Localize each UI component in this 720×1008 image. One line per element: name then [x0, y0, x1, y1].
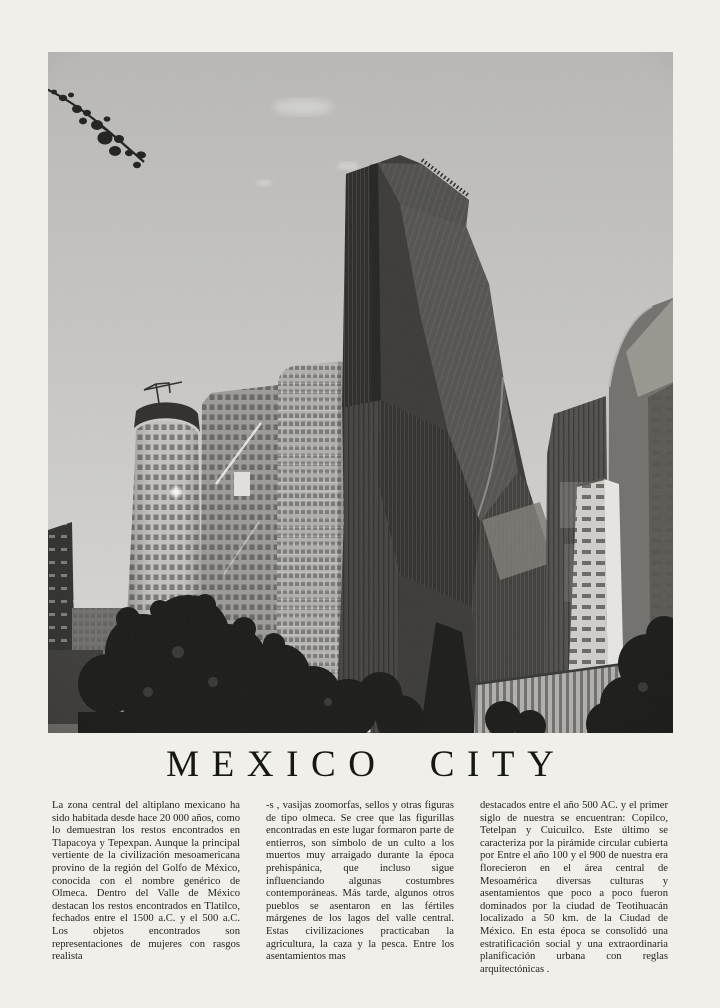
city-photo-svg: [48, 52, 673, 733]
article-column-2: -s , vasijas zoomorfas, sellos y otras figuras de tipo olmeca. Se cree que las figurillas encontradas en este lugar formaron parte de entierros, son símbolo de un culto a los muertos muy arraigado durante la época prehispánica, que incluso sigue influenciando algunas costumbres contemporáneas. Más tarde, algunos otros pueblos se asentaron en las fértiles márgenes de los lagos del valle central. Estas civilizaciones practicaban la agricultura, la caza y la pesca. Entre los asentamientos mas: [266, 800, 454, 963]
article-column-3: destacados entre el año 500 AC. y el primer siglo de nuestra se encuentran: Copilco, Tetelpan y Cuicuilco. Este último se caracteriza por la pirámide circular cubierta por Entre el año 100 y el 900 de nuestra era florecieron en el área central de Mesoamérica diversas culturas y asentamientos que poco a poco fueron dominados por la ciudad de Teotihuacán localizado a 50 km. de la Ciudad de México. En esta época se consolidó una estratificación social y una extraordinaria planificación urbana con reglas arquitectónicas .: [480, 800, 668, 975]
city-photo: [48, 52, 673, 733]
poster-title: MEXICO CITY: [166, 744, 567, 785]
vignette: [48, 52, 673, 733]
article-column-1: La zona central del altiplano mexicano ha sido habitada desde hace 20 000 años, como lo demuestran los restos encontrados en Tlapacoya y Tepexpan. Aunque la principal vertiente de la civilización mesoamericana provino de la región del Golfo de México, conocida con el nombre genérico de Olmeca. Dentro del Valle de México destacan los restos encontrados en Tlatilco, fechados entre el 1500 a.C. y el 500 a.C. Los objetos encontrados son representaciones de mujeres con rasgos realista: [52, 800, 240, 963]
article-columns: [52, 800, 668, 976]
